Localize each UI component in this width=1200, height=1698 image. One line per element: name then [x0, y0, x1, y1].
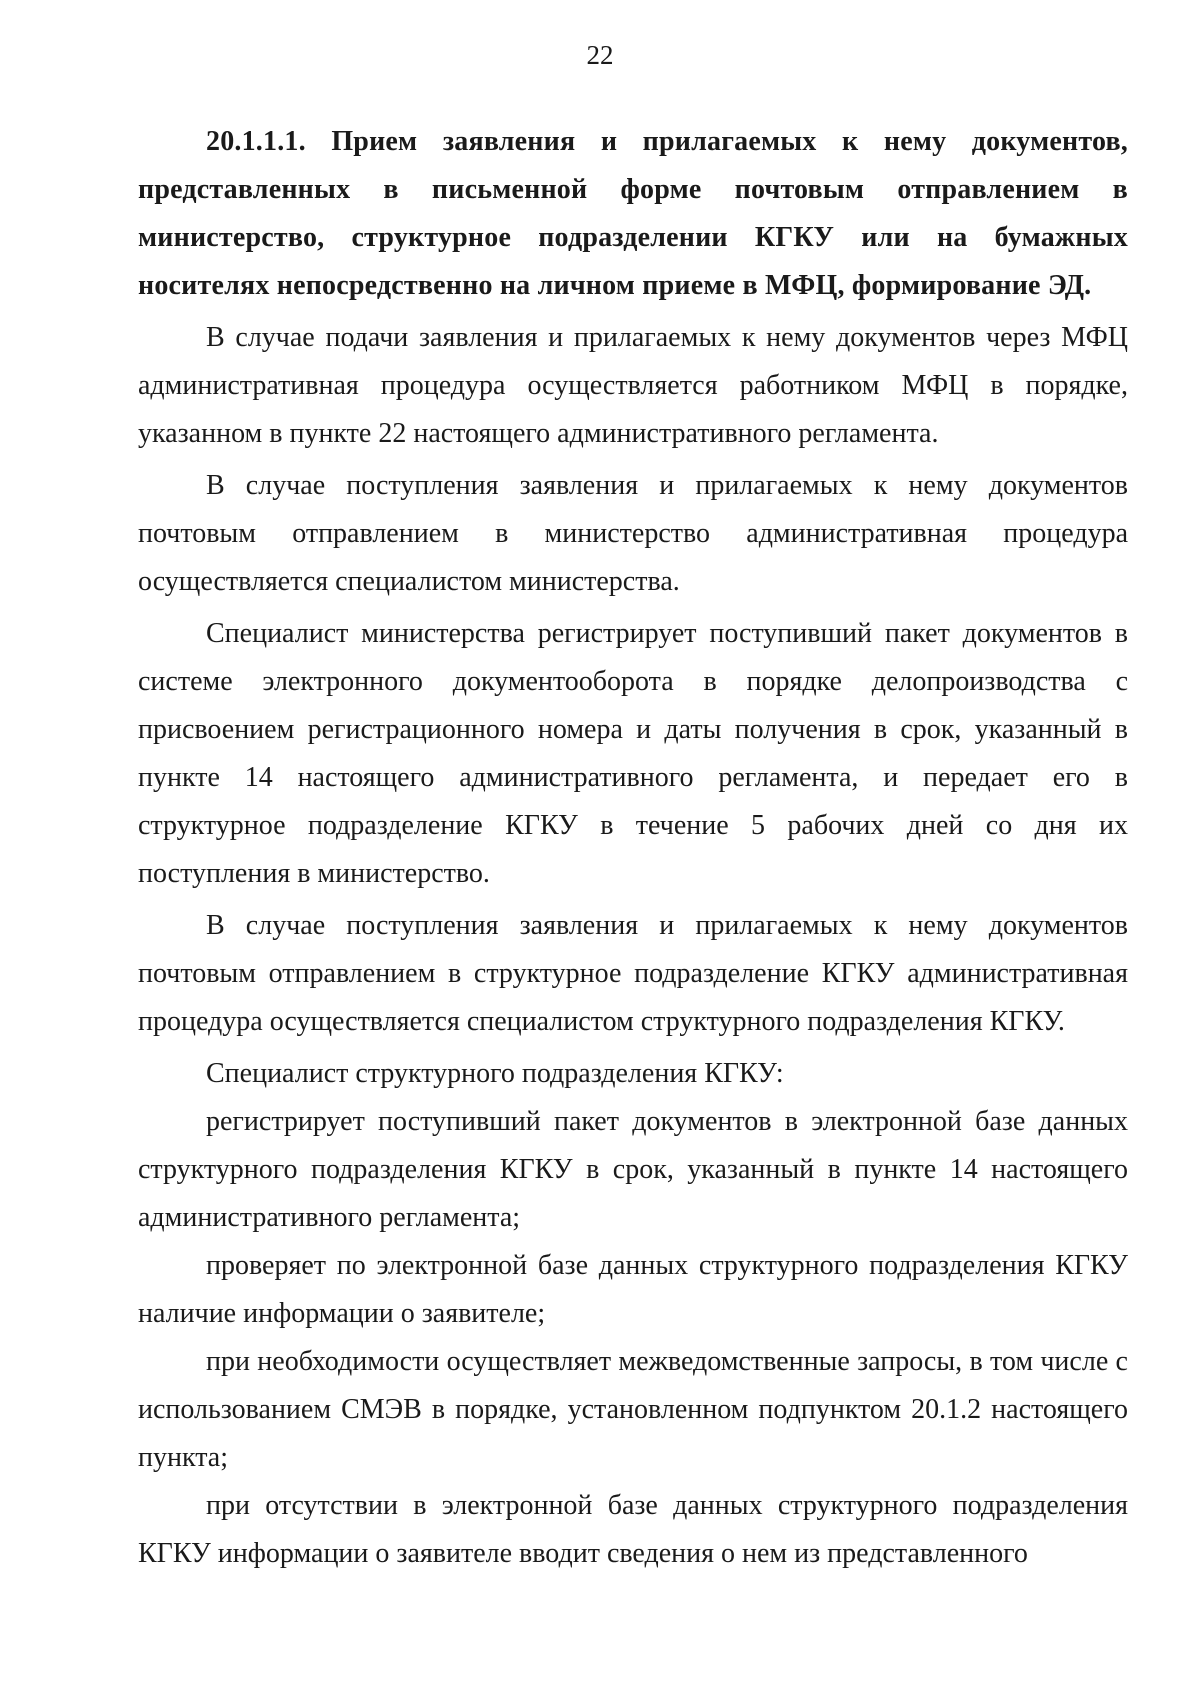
- paragraph-registers-package: регистрирует поступивший пакет документов в электронной базе данных структурного подразделения КГКУ в срок, указанный в пункте 14 настоящего административного регламента;: [138, 1106, 1128, 1233]
- paragraph-ministry-mail: В случае поступления заявления и прилагаемых к нему документов почтовым отправлением в министерство административная процедура осуществляется специалистом министерства.: [138, 470, 1128, 597]
- paragraph-enters-applicant-data: при отсутствии в электронной базе данных структурного подразделения КГКУ информации о заявителе вводит сведения о нем из представленного: [138, 1490, 1128, 1569]
- paragraph-mfc-submission: В случае подачи заявления и прилагаемых к нему документов через МФЦ административная процедура осуществляется работником МФЦ в порядке, указанном в пункте 22 настоящего административного регламента.: [138, 322, 1128, 449]
- paragraph-interagency-requests: при необходимости осуществляет межведомственные запросы, в том числе с использованием СМЭВ в порядке, установленном подпунктом 20.1.2 настоящего пункта;: [138, 1346, 1128, 1473]
- paragraph-ministry-registration: Специалист министерства регистрирует поступивший пакет документов в системе электронного документооборота в порядке делопроизводства с присвоением регистрационного номера и даты получения в срок, указанный в пункте 14 настоящего административного регламента, и передает его в структурное подразделение КГКУ в течение 5 рабочих дней со дня их поступления в министерство.: [138, 618, 1128, 889]
- section-heading-20-1-1-1: 20.1.1.1. Прием заявления и прилагаемых к нему документов, представленных в письменной форме почтовым отправлением в министерство, структурное подразделении КГКУ или на бумажных носителях непосредственно на личном приеме в МФЦ, формирование ЭД.: [138, 126, 1128, 301]
- page-number: 22: [586, 40, 614, 70]
- paragraph-kgku-specialist: Специалист структурного подразделения КГКУ:: [206, 1058, 784, 1089]
- paragraph-checks-database: проверяет по электронной базе данных структурного подразделения КГКУ наличие информации о заявителе;: [138, 1250, 1128, 1329]
- paragraph-kgku-mail: В случае поступления заявления и прилагаемых к нему документов почтовым отправлением в структурное подразделение КГКУ административная процедура осуществляется специалистом структурного подразделения КГКУ.: [138, 910, 1128, 1037]
- document-body: [138, 118, 1128, 1578]
